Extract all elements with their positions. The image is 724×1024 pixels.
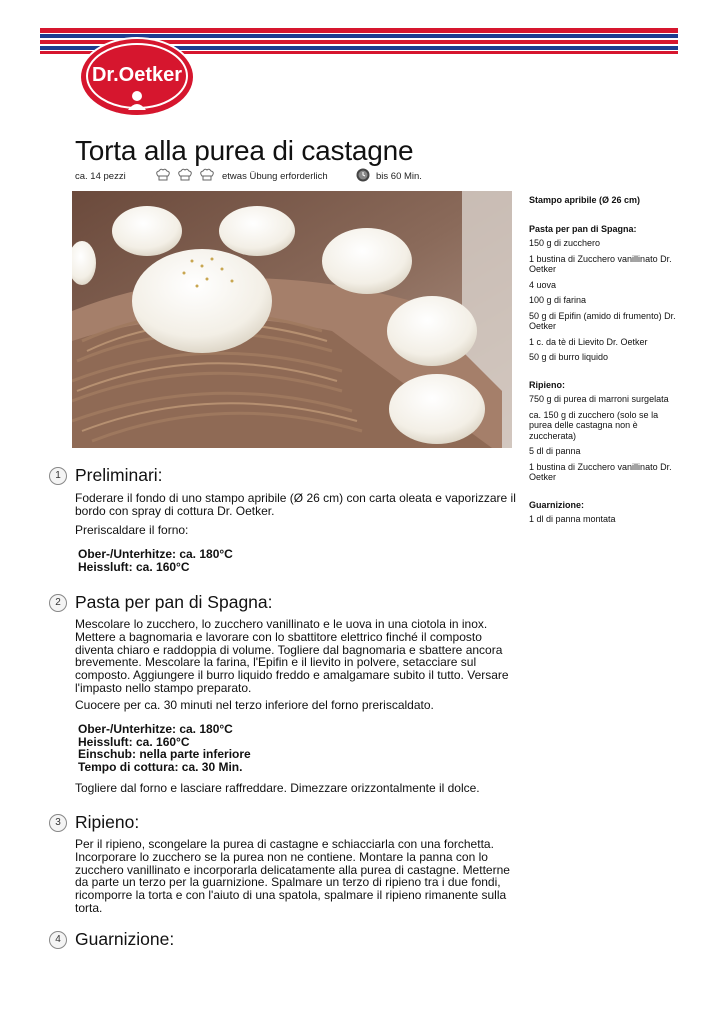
chef-hat-icon — [177, 168, 193, 182]
ingredient-item: 1 bustina di Zucchero vanillinato Dr. Oetker — [529, 253, 672, 274]
pan-size: Stampo apribile (Ø 26 cm) — [529, 195, 641, 205]
ingredient-item: 750 g di purea di marroni surgelata — [529, 394, 669, 404]
servings-text: ca. 14 pezzi — [75, 171, 126, 182]
chef-hat-icon — [199, 168, 215, 182]
ingredient-item: 100 g di farina — [529, 295, 587, 305]
step-text: Cuocere per ca. 30 minuti nel terzo inferiore del forno preriscaldato. — [75, 698, 434, 712]
step-number: 1 — [49, 467, 67, 485]
step-number: 4 — [49, 931, 67, 949]
recipe-title: Torta alla purea di castagne — [75, 135, 414, 166]
ingredient-item: 150 g di zucchero — [529, 238, 601, 248]
ingredient-item: 1 bustina di Zucchero vanillinato Dr. Oetker — [529, 461, 672, 482]
oven-settings: Ober-/Unterhitze: ca. 180°C Heissluft: ca. 160°C — [78, 547, 233, 574]
step-number: 3 — [49, 814, 67, 832]
cake-photo — [72, 191, 512, 448]
chef-hat-icon — [155, 168, 171, 182]
clock-icon — [356, 168, 370, 182]
ingredient-item: ca. 150 g di zucchero (solo se la purea delle castagna non è zuccherata) — [529, 409, 659, 441]
ingredient-item: 4 uova — [529, 279, 557, 290]
ingredient-item: 50 g di burro liquido — [529, 352, 609, 362]
difficulty-text: etwas Übung erforderlich — [222, 171, 328, 182]
svg-text:Dr.Oetker: Dr.Oetker — [91, 64, 183, 86]
time-text: bis 60 Min. — [376, 171, 422, 182]
step-title: Pasta per pan di Spagna: — [75, 592, 273, 612]
step-title: Ripieno: — [75, 812, 140, 832]
ingredient-group-title: Pasta per pan di Spagna: — [529, 223, 637, 234]
ingredient-item: 1 c. da tè di Lievito Dr. Oetker — [529, 336, 648, 347]
ingredient-item: 5 dl di panna — [529, 446, 581, 456]
step-number: 2 — [49, 594, 67, 612]
step-text: Foderare il fondo di uno stampo apribile (Ø 26 cm) con carta oleata e vaporizzare il bordo con spray di cottura Dr. Oetker. — [75, 491, 516, 518]
ingredients-sidebar — [529, 195, 679, 530]
step-title: Preliminari: — [75, 465, 163, 485]
ingredient-group-title: Ripieno: — [529, 379, 565, 390]
step-text: Togliere dal forno e lasciare raffreddare. Dimezzare orizzontalmente il dolce. — [75, 781, 480, 795]
ingredient-item: 1 dl di panna montata — [529, 514, 616, 524]
ingredient-item: 50 g di Epifin (amido di frumento) Dr. Oetker — [529, 310, 676, 331]
step-text: Preriscaldare il forno: — [75, 523, 189, 537]
step-text: Mescolare lo zucchero, lo zucchero vanillinato e le uova in una ciotola in inox. Mettere a bagnomaria e lavorare con lo sbattitore elettrico finché il composto diventa chiaro e raddoppia di volume. Togliere dal bagnomaria e sbattere ancora brevemente. Mescolare la farina, l'Epifin e il lievito in polvere, setacciare sul composto. Aggiungere il burro liquido freddo e amalgamare subito il tutto. Versare l'impasto nello stampo preparato. — [75, 617, 509, 695]
ingredient-group-title: Guarnizione: — [529, 499, 585, 510]
oven-settings: Ober-/Unterhitze: ca. 180°C Heissluft: ca. 160°C Einschub: nella parte inferiore Tempo di cottura: ca. 30 Min. — [78, 722, 251, 774]
dr-oetker-logo — [78, 36, 196, 118]
step-title: Guarnizione: — [75, 929, 175, 949]
step-text: Per il ripieno, scongelare la purea di castagne e schiacciarla con una forchetta. Incorporare lo zucchero se la purea non ne contiene. Montare la panna con lo zucchero vanillinato e incorporarla delicatamente alla purea di castagne. Metterne da parte un terzo per la guarnizione. Spalmare un terzo di ripieno tra i due fondi, ricomporre la torta e con l'aiuto di una spatola, spalmare il ripieno rimanente sulla torta. — [75, 837, 510, 915]
